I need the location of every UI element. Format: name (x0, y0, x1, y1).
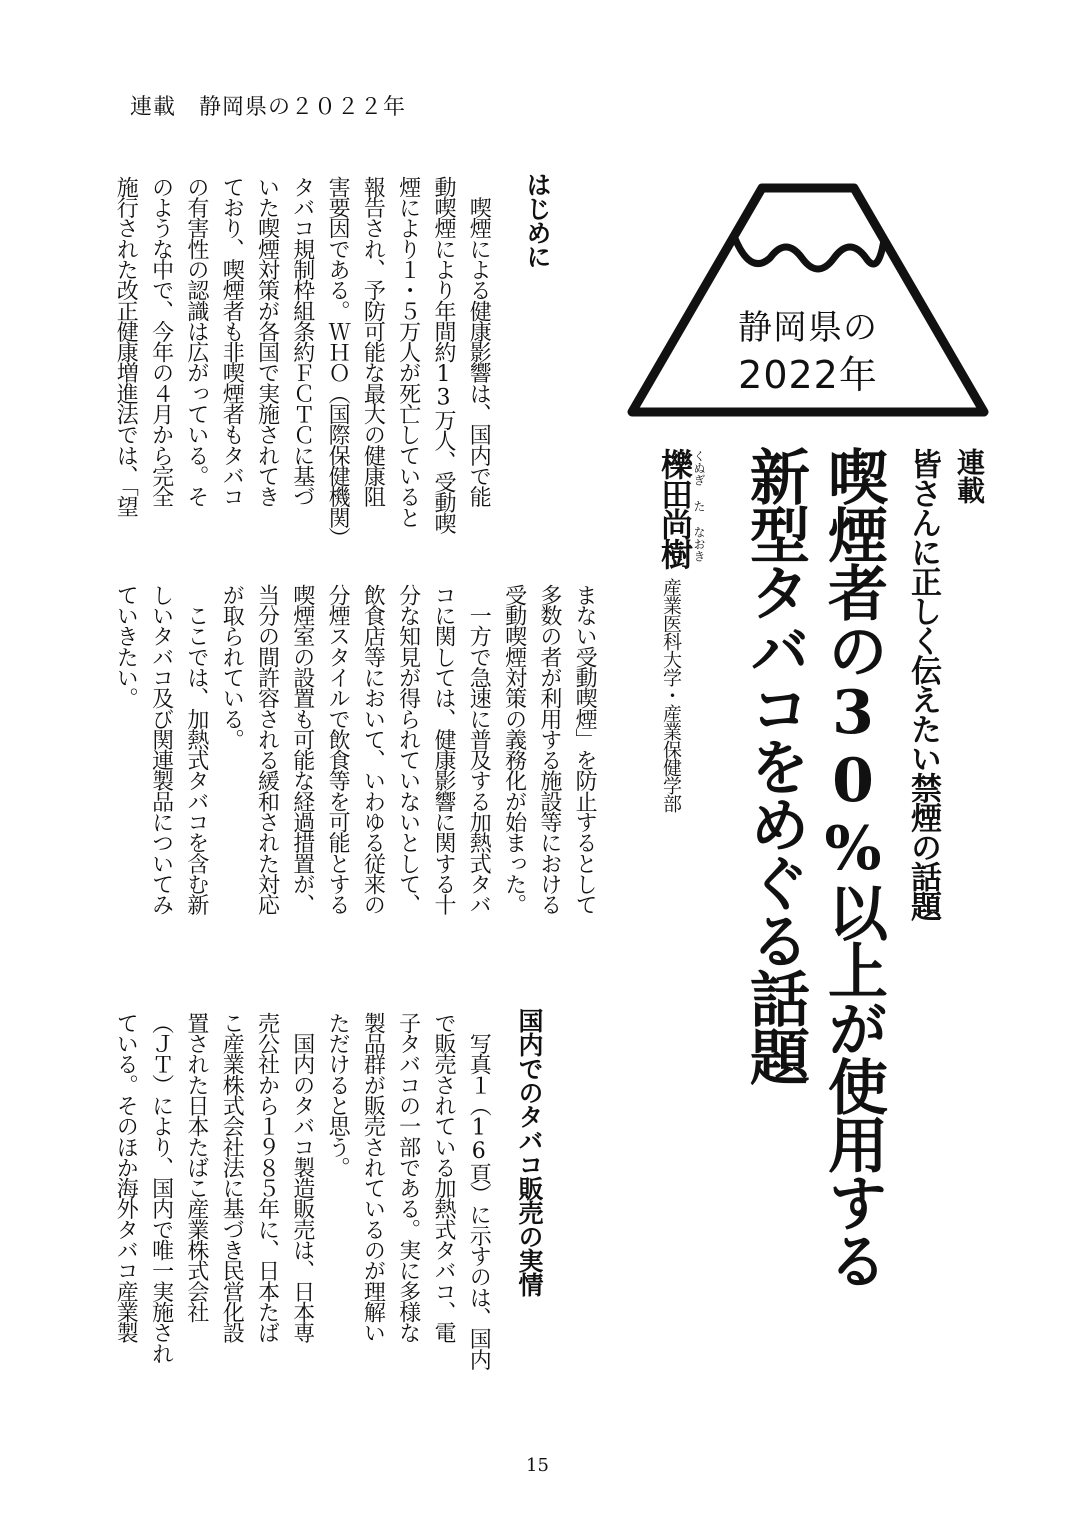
body-column-3: 写真１（16頁）に示すのは、国内 で販売されている加熱式タバコ、電 子タバコの一部である。実に多様な 製品群が販売されているのが理解い ただけると思う。 国内のタバコ製造販売は、日本専 売公社から１９８５年に、日本たば こ産業株式会社法に基づき民営化設 置された日本たばこ産業株式会社 （ＪＴ）により、国内で唯一実施され ている。そのほか海外タバコ産業製 (113, 1012, 492, 1370)
page-number: 15 (526, 1455, 549, 1476)
body-column-2: まない受動喫煙」を防止するとして 多数の者が利用する施設等における 受動喫煙対策の義務化が始まった。 一方で急速に普及する加熱式タバ コに関しては、健康影響に関する十 分な知見が得られていないとして、 飲食店等において、いわゆる従来の 分煙スタイルで飲食等を可能とする 喫煙室の設置も可能な経過措置が、 当分の間許容される緩和された対応 が取られている。 ここでは、加熱式タバコを含む新 しいタバコ及び関連製品についてみ ていきたい。 (113, 584, 598, 915)
article-title-line1: 喫煙者の30%以上が使用する (818, 446, 888, 1288)
body-column-1: 喫煙による健康影響は、国内で能 動喫煙により年間約13万人、受動喫 煙により１・５万人が死亡していると 報告され、予防可能な最大の健康阻 害要因である。ＷＨＯ（国際保健機関） タバコ規制枠組条約ＦＣＴＣに基づ いた喫煙対策が各国で実施されてき ており、喫煙者も非喫煙者もタバコ の有害性の認識は広がっている。そ のような中で、今年の４月から完全 施行された改正健康増進法では、「望 (113, 176, 492, 548)
author-ruby: くぬぎ た なおき (692, 450, 706, 562)
section-heading-domestic-sales: 国内でのタバコ販売の実情 (515, 1008, 544, 1296)
series-label: 連載 (953, 448, 986, 504)
article-title-line2: 新型タバコをめぐる話題 (740, 446, 810, 1084)
section-heading-intro: はじめに (523, 172, 552, 268)
article-subtitle: 皆さんに正しく伝えたい禁煙の話題 (905, 448, 941, 920)
author-name: 櫟田尚樹 (656, 448, 694, 568)
running-header: 連載 静岡県の２０２２年 (130, 95, 407, 120)
author-affiliation: 産業医科大学・産業保健学部 (660, 578, 682, 812)
logo-line2: 2022年 (738, 353, 878, 397)
logo-line1: 静岡県の (738, 308, 878, 348)
